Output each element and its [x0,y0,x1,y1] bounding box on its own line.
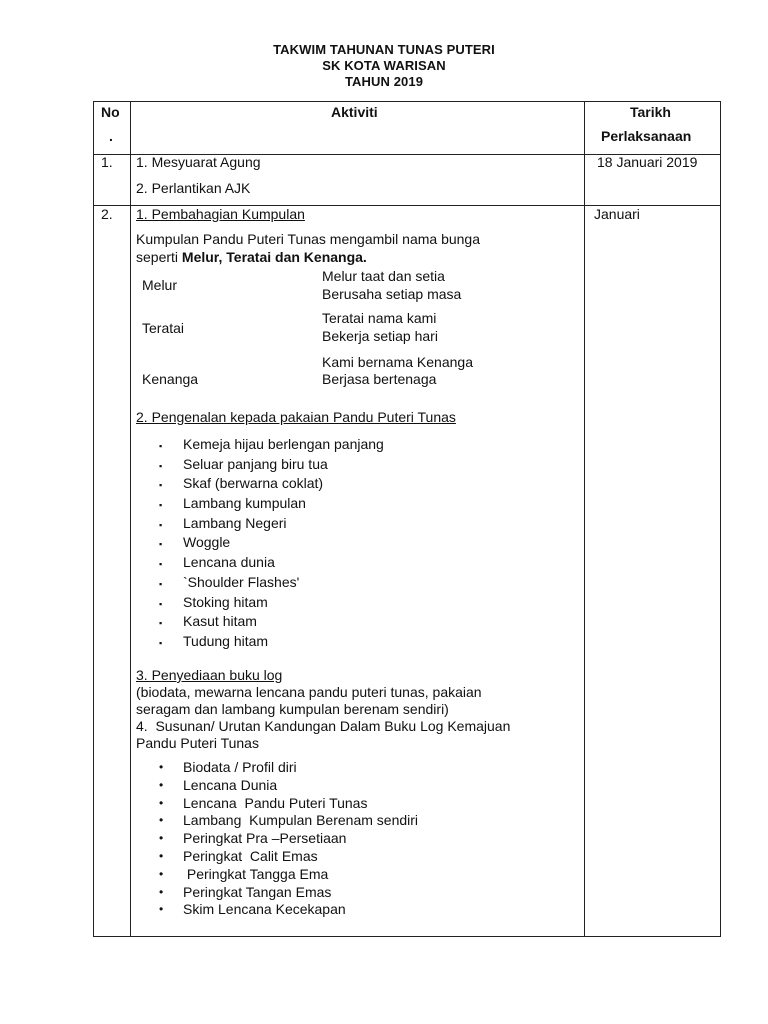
bullet-icon: ▪ [159,637,163,648]
activity-pembahagian-kumpulan: 1. Pembahagian Kumpulan [136,206,305,222]
calendar-table [93,101,721,937]
uniform-item [157,554,557,574]
uniform-item [157,475,557,495]
uniform-item-text: Tudung hitam [183,632,269,649]
uniform-item [157,594,557,614]
logbook-item-text: Peringkat Pra –Persetiaan [183,830,347,847]
uniform-item [157,495,557,515]
school-name: SK KOTA WARISAN [322,58,446,73]
logbook-item [157,884,557,902]
logbook-item-text: Lencana Dunia [183,776,278,793]
logbook-item-text: Peringkat Tangga Ema [183,865,329,882]
uniform-item-text: Stoking hitam [183,593,268,610]
bullet-icon: • [159,777,164,792]
logbook-item [157,901,557,919]
table-border-right [720,101,721,937]
logbook-item [157,830,557,848]
bullet-icon: ▪ [159,618,163,629]
header-tarikh: Tarikh [630,104,671,120]
row1-tarikh: 18 Januari 2019 [597,154,698,170]
bullet-icon: ▪ [159,460,163,471]
logbook-contents-list [157,759,557,919]
group-motto-melur-2: Berusaha setiap masa [322,286,462,302]
document-title: TAKWIM TAHUNAN TUNAS PUTERI [273,42,495,57]
group-motto-melur-1: Melur taat dan setia [322,268,445,284]
group-intro-line1: Kumpulan Pandu Puteri Tunas mengambil nama bunga [136,231,480,247]
row1-no: 1. [101,154,113,170]
uniform-list [157,436,557,653]
group-intro-line2 [136,249,367,266]
logbook-item-text: Peringkat Calit Emas [183,847,318,864]
activity-penyediaan-buku-log: 3. Penyediaan buku log [136,667,283,683]
column-divider-tarikh [584,101,585,937]
logbook-item-text: Peringkat Tangan Emas [183,883,332,900]
bullet-icon: • [159,760,164,774]
activity-susunan-kandungan: 4. Susunan/ Urutan Kandungan Dalam Buku Log Kemajuan [136,718,511,734]
column-divider-no [130,101,131,937]
group-motto-teratai-1: Teratai nama kami [322,310,437,326]
logbook-description-2: seragam dan lambang kumpulan berenam sendiri) [136,701,449,717]
uniform-item [157,633,557,653]
document-year: TAHUN 2019 [344,74,424,89]
logbook-item [157,812,557,830]
bullet-icon: • [159,902,164,917]
uniform-item-text: Lambang kumpulan [183,495,306,512]
bullet-icon: ▪ [159,500,163,511]
logbook-item [157,777,557,795]
logbook-item [157,848,557,866]
group-names-bold: Melur, Teratai dan Kenanga. [181,249,367,265]
uniform-item-text: Skaf (berwarna coklat) [183,475,324,492]
activity-susunan-kandungan-2: Pandu Puteri Tunas [136,735,259,751]
group-name-kenanga: Kenanga [142,371,199,387]
uniform-item-text: Lambang Negeri [183,514,287,531]
uniform-item [157,515,557,535]
bullet-icon: • [159,831,164,846]
group-name-melur: Melur [142,277,178,293]
header-perlaksanaan: Perlaksanaan [601,128,692,144]
document-header [0,42,768,90]
header-aktiviti: Aktiviti [331,104,378,120]
logbook-item-text: Lencana Pandu Puteri Tunas [183,794,368,811]
row1-item-2: 2. Perlantikan AJK [136,180,251,196]
bullet-icon: ▪ [159,519,163,530]
uniform-item-text: Seluar panjang biru tua [183,455,328,472]
uniform-item-text: `Shoulder Flashes' [183,573,300,590]
header-no-dot: . [109,128,113,144]
group-name-teratai: Teratai [142,320,185,336]
bullet-icon: ▪ [159,598,163,609]
row1-item-1: 1. Mesyuarat Agung [136,154,261,170]
table-border-left [93,101,94,937]
group-motto-teratai-2: Bekerja setiap hari [322,328,438,344]
group-motto-kenanga-1: Kami bernama Kenanga [322,354,473,370]
uniform-item-text: Lencana dunia [183,554,275,571]
bullet-icon: • [159,813,164,828]
uniform-item-text: Kasut hitam [183,613,257,630]
logbook-item-text: Biodata / Profil diri [183,759,297,775]
bullet-icon: • [159,848,164,863]
bullet-icon: • [159,884,164,899]
row2-no: 2. [101,206,113,222]
group-motto-kenanga-2: Berjasa bertenaga [322,371,437,387]
logbook-item [157,795,557,813]
bullet-icon: ▪ [159,441,163,451]
bullet-icon: • [159,795,164,810]
uniform-item-text: Woggle [183,534,231,551]
row2-tarikh: Januari [594,206,640,222]
group-intro-prefix: seperti [136,249,182,265]
uniform-item [157,613,557,633]
activity-pengenalan-pakaian: 2. Pengenalan kepada pakaian Pandu Puteri Tunas [136,409,456,425]
table-border-bottom [93,936,721,937]
bullet-icon: ▪ [159,539,163,550]
bullet-icon: • [159,866,164,881]
header-no: No [101,104,120,120]
uniform-item-text: Kemeja hijau berlengan panjang [183,436,384,452]
logbook-item [157,866,557,884]
table-border-top [93,101,721,102]
uniform-item [157,456,557,476]
logbook-description-1: (biodata, mewarna lencana pandu puteri tunas, pakaian [136,684,482,700]
uniform-item [157,436,557,456]
bullet-icon: ▪ [159,559,163,570]
logbook-item [157,759,557,777]
bullet-icon: ▪ [159,480,163,491]
bullet-icon: ▪ [159,578,163,589]
logbook-item-text: Skim Lencana Kecekapan [183,901,346,918]
uniform-item [157,534,557,554]
logbook-item-text: Lambang Kumpulan Berenam sendiri [183,812,419,829]
uniform-item [157,574,557,594]
